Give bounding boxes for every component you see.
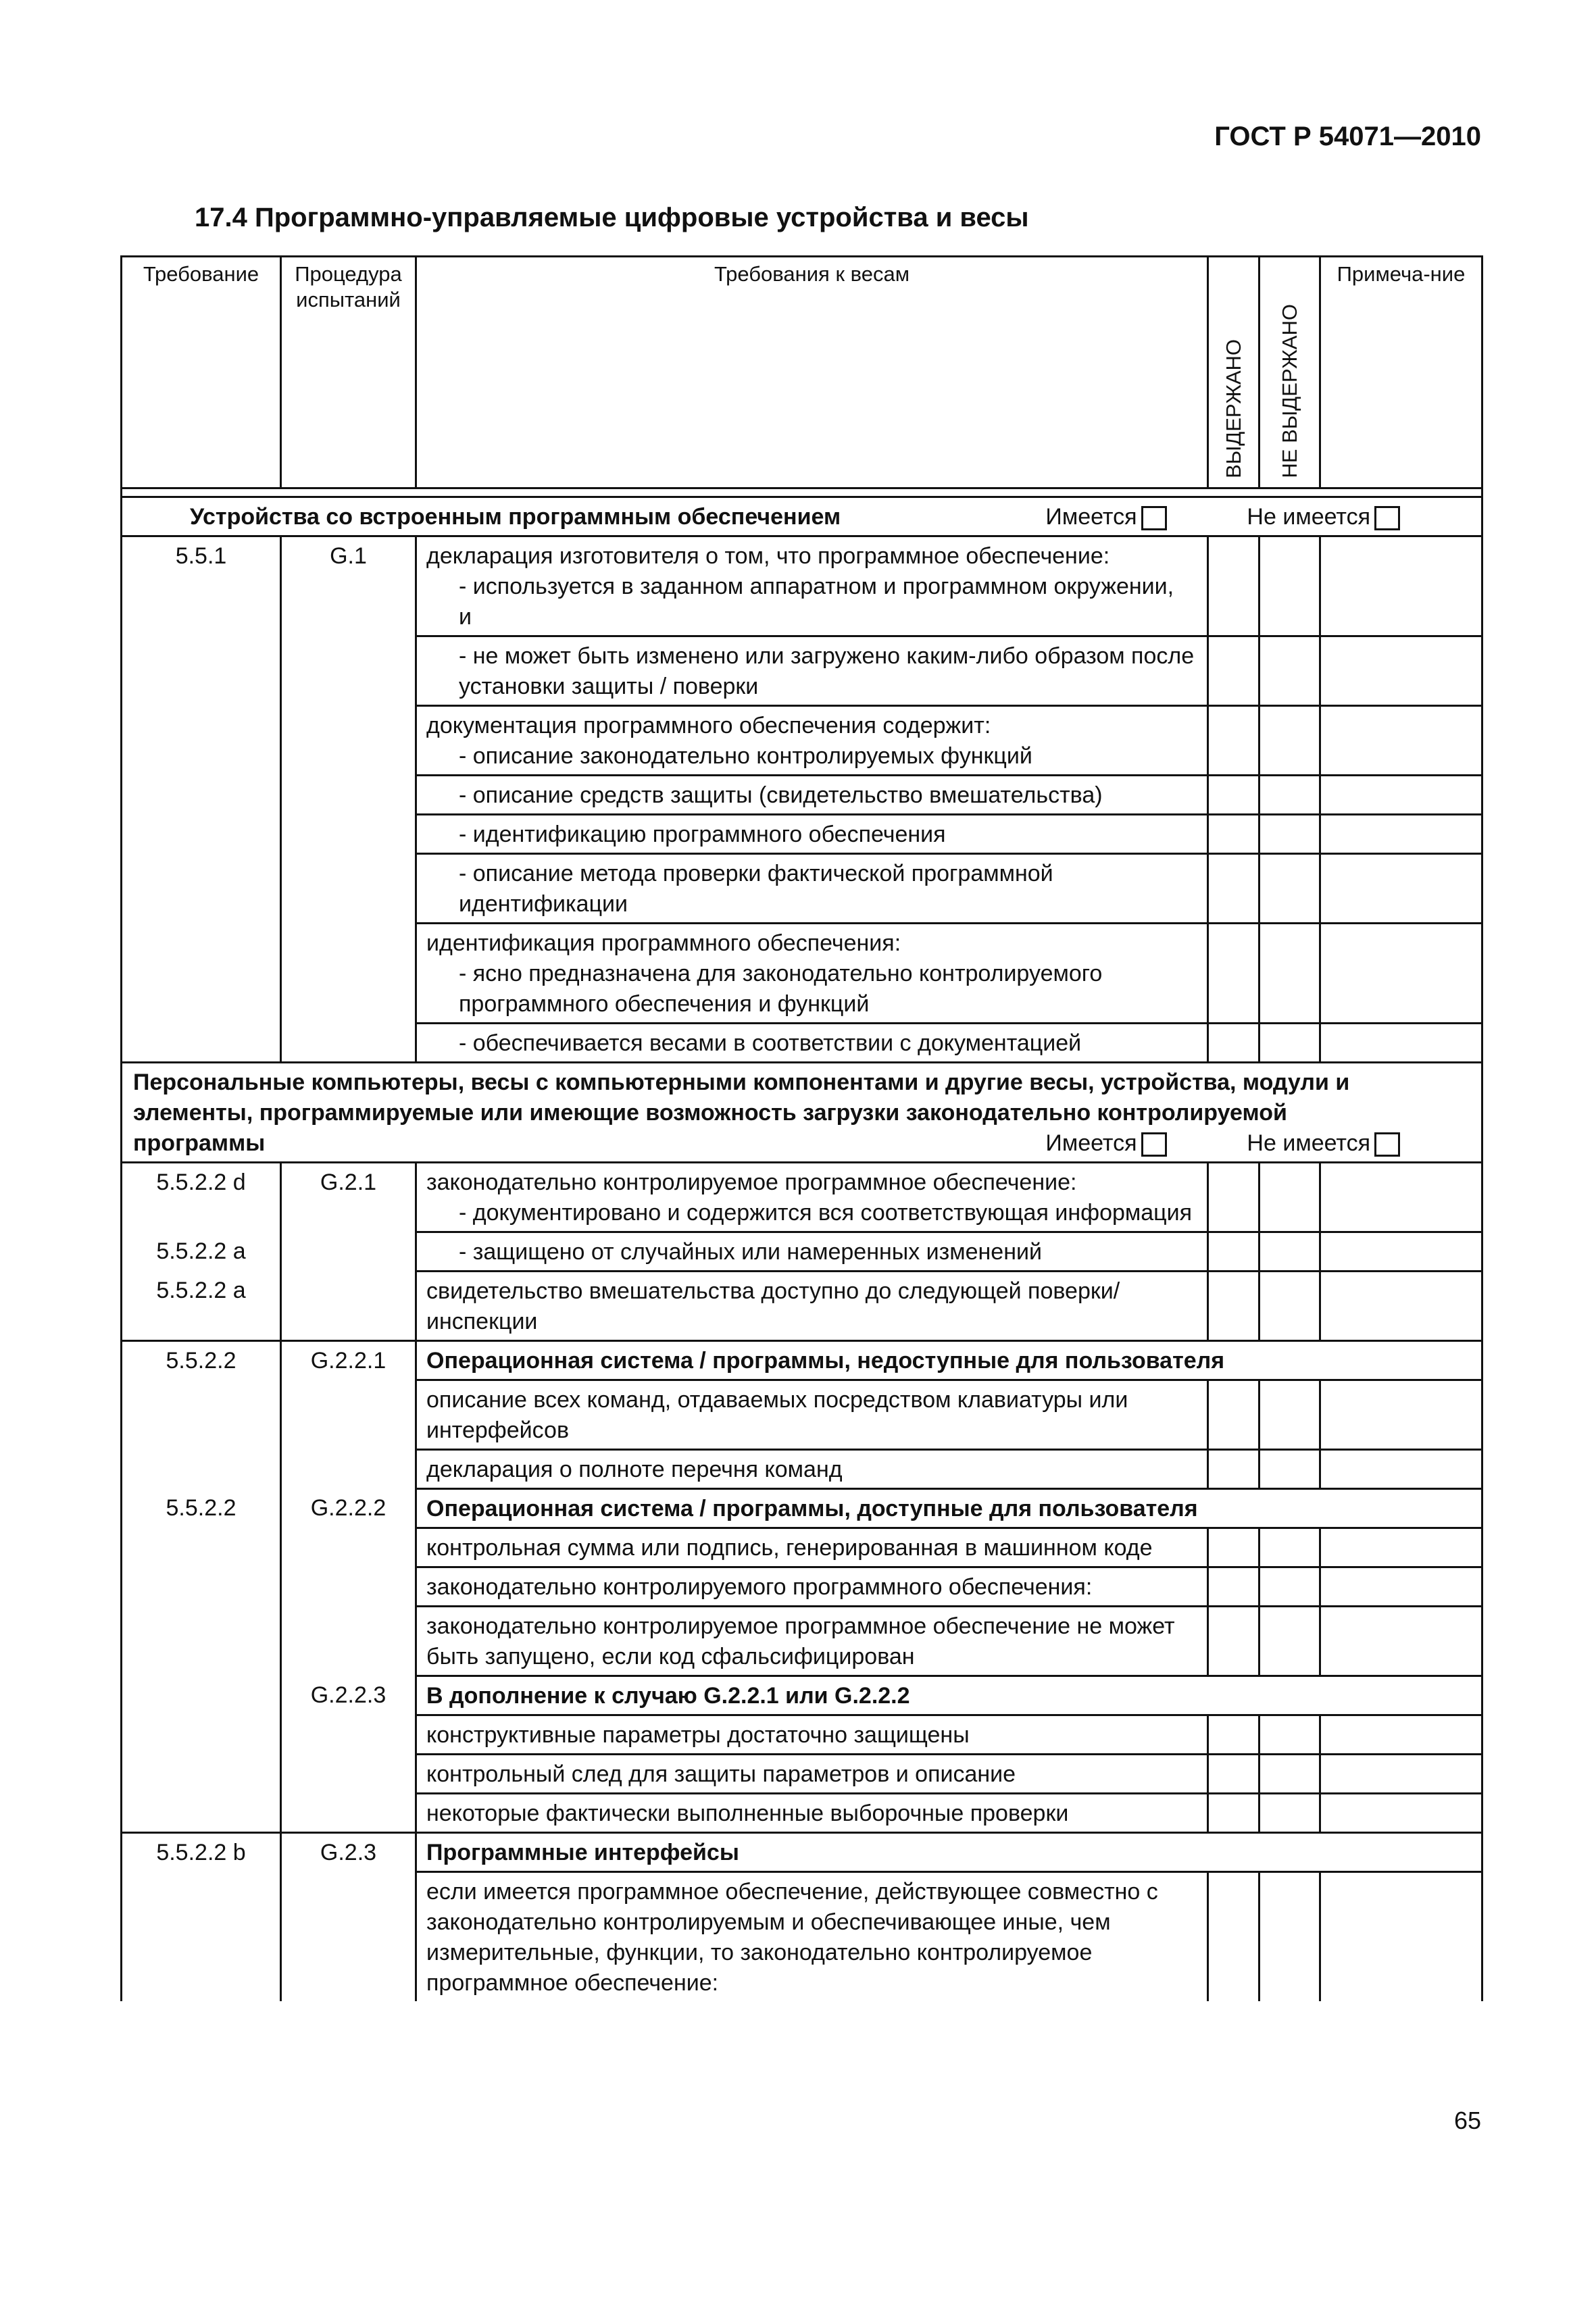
table-row	[122, 1607, 1482, 1676]
note-cell[interactable]	[1320, 854, 1482, 924]
failed-cell[interactable]	[1260, 1272, 1320, 1341]
g223-r1: конструктивные параметры достаточно защищены	[416, 1715, 1208, 1755]
note-cell[interactable]	[1320, 1024, 1482, 1063]
section1-r8-text: - обеспечивается весами в соответствии с документацией	[459, 1030, 1082, 1056]
section2-row1	[416, 1163, 1208, 1232]
passed-cell[interactable]	[1208, 1528, 1260, 1567]
g222-r1: контрольная сумма или подпись, генерированная в машинном коде	[416, 1528, 1208, 1567]
section1-req: 5.5.1	[122, 536, 281, 1063]
note-cell[interactable]	[1320, 1272, 1482, 1341]
document-header: ГОСТ Р 54071—2010	[1214, 122, 1481, 151]
section2-title-row	[122, 1063, 1482, 1163]
failed-cell[interactable]	[1260, 1024, 1320, 1063]
failed-cell[interactable]	[1260, 1163, 1320, 1232]
failed-cell[interactable]	[1260, 815, 1320, 854]
note-cell[interactable]	[1320, 815, 1482, 854]
section1-r3-line2: - описание законодательно контролируемых функций	[459, 743, 1032, 769]
note-cell[interactable]	[1320, 924, 1482, 1024]
empty-cell	[122, 1567, 281, 1607]
passed-cell[interactable]	[1208, 1715, 1260, 1755]
empty-cell	[122, 1872, 281, 2002]
note-cell[interactable]	[1320, 1607, 1482, 1676]
table-row	[122, 1163, 1482, 1232]
section1-r1-line3: и	[459, 604, 472, 630]
passed-cell[interactable]	[1208, 776, 1260, 815]
g222-title: Операционная система / программы, доступные для пользователя	[416, 1489, 1482, 1528]
failed-cell[interactable]	[1260, 1567, 1320, 1607]
passed-cell[interactable]	[1208, 706, 1260, 776]
section1-present-label: Имеется	[1045, 504, 1137, 530]
empty-cell	[122, 1450, 281, 1489]
table-row	[122, 1676, 1482, 1715]
section2-row2	[416, 1232, 1208, 1272]
empty-cell	[281, 1380, 416, 1450]
header-scale-requirements: Требования к весам	[416, 257, 1208, 488]
row1-req: 5.5.2.2 d	[122, 1163, 281, 1232]
empty-cell	[122, 1715, 281, 1755]
section1-r3-line1: документация программного обеспечения содержит:	[426, 713, 991, 738]
section1-proc: G.1	[281, 536, 416, 1063]
empty-cell	[122, 1755, 281, 1794]
empty-cell	[281, 1607, 416, 1676]
note-cell[interactable]	[1320, 1755, 1482, 1794]
table-row	[122, 1872, 1482, 2002]
passed-cell[interactable]	[1208, 1024, 1260, 1063]
section1-absent-checkbox[interactable]	[1374, 506, 1400, 530]
failed-cell[interactable]	[1260, 1794, 1320, 1833]
note-cell[interactable]	[1320, 1715, 1482, 1755]
section1-absent-label: Не имеется	[1247, 504, 1370, 530]
header-note: Примеча-ние	[1320, 257, 1482, 488]
passed-cell[interactable]	[1208, 1380, 1260, 1450]
passed-cell[interactable]	[1208, 1232, 1260, 1272]
empty-cell	[281, 1567, 416, 1607]
g222-r2: законодательно контролируемого программного обеспечения:	[416, 1567, 1208, 1607]
empty-cell	[281, 1872, 416, 2002]
note-cell[interactable]	[1320, 1232, 1482, 1272]
empty-cell	[281, 1715, 416, 1755]
table-row	[122, 1794, 1482, 1833]
empty-cell	[122, 1528, 281, 1567]
failed-cell[interactable]	[1260, 1607, 1320, 1676]
section2-title: Персональные компьютеры, весы с компьютерными компонентами и другие весы, устройства, модули и элементы, программируемые или имеющие возможность загрузки законодательно контролируемой программы	[133, 1070, 1350, 1156]
note-cell[interactable]	[1320, 1872, 1482, 2002]
failed-cell[interactable]	[1260, 1380, 1320, 1450]
passed-cell[interactable]	[1208, 1607, 1260, 1676]
g221-r2: декларация о полноте перечня команд	[416, 1450, 1208, 1489]
empty-cell	[122, 1607, 281, 1676]
header-passed: ВЫДЕРЖАНО	[1208, 257, 1260, 488]
table-row	[122, 536, 1482, 636]
section1-r6	[416, 854, 1208, 924]
section2-availability	[1045, 1128, 1400, 1159]
table-row	[122, 1450, 1482, 1489]
table-row	[122, 1380, 1482, 1450]
table-row	[122, 1567, 1482, 1607]
header-separator	[122, 488, 1482, 497]
failed-cell[interactable]	[1260, 536, 1320, 636]
g23-proc: G.2.3	[281, 1833, 416, 1872]
failed-cell[interactable]	[1260, 776, 1320, 815]
failed-cell[interactable]	[1260, 1232, 1320, 1272]
g223-r3: некоторые фактически выполненные выборочные проверки	[416, 1794, 1208, 1833]
empty-cell	[281, 1755, 416, 1794]
section2-absent-checkbox[interactable]	[1374, 1132, 1400, 1157]
failed-cell[interactable]	[1260, 854, 1320, 924]
section2-present-checkbox[interactable]	[1141, 1132, 1167, 1157]
section1-present-checkbox[interactable]	[1141, 506, 1167, 530]
passed-cell[interactable]	[1208, 1794, 1260, 1833]
table-header-row	[122, 257, 1482, 488]
g23-req: 5.5.2.2 b	[122, 1833, 281, 1872]
failed-cell[interactable]	[1260, 924, 1320, 1024]
note-cell[interactable]	[1320, 706, 1482, 776]
header-requirement: Требование	[122, 257, 281, 488]
note-cell[interactable]	[1320, 1163, 1482, 1232]
section1-title-row	[122, 497, 1482, 536]
g222-req: 5.5.2.2	[122, 1489, 281, 1528]
section1-availability	[1045, 502, 1400, 532]
header-failed: НЕ ВЫДЕРЖАНО	[1260, 257, 1320, 488]
note-cell[interactable]	[1320, 1450, 1482, 1489]
passed-cell[interactable]	[1208, 1163, 1260, 1232]
g222-proc: G.2.2.2	[281, 1489, 416, 1528]
row3-req: 5.5.2.2 a	[122, 1272, 281, 1341]
section1-r1-line1: декларация изготовителя о том, что программное обеспечение:	[426, 543, 1110, 569]
section1-r6-text: - описание метода проверки фактической программной идентификации	[459, 861, 1053, 917]
note-cell[interactable]	[1320, 1528, 1482, 1567]
g23-title: Программные интерфейсы	[416, 1833, 1482, 1872]
note-cell[interactable]	[1320, 536, 1482, 636]
section1-r1	[416, 536, 1208, 636]
section1-r5	[416, 815, 1208, 854]
failed-cell[interactable]	[1260, 636, 1320, 706]
page-number: 65	[1453, 2107, 1481, 2134]
section2-row1-line1: законодательно контролируемое программное обеспечение:	[426, 1169, 1077, 1195]
row2-req: 5.5.2.2 a	[122, 1232, 281, 1272]
table-row	[122, 1833, 1482, 1872]
passed-cell[interactable]	[1208, 854, 1260, 924]
note-cell[interactable]	[1320, 1567, 1482, 1607]
note-cell[interactable]	[1320, 1794, 1482, 1833]
table-row	[122, 1755, 1482, 1794]
g221-req: 5.5.2.2	[122, 1341, 281, 1380]
passed-cell[interactable]	[1208, 636, 1260, 706]
section1-r7-line2: - ясно предназначена для законодательно контролируемого программного обеспечения и функций	[459, 961, 1103, 1017]
empty-cell	[281, 1794, 416, 1833]
g221-r1: описание всех команд, отдаваемых посредством клавиатуры или интерфейсов	[416, 1380, 1208, 1450]
empty-cell	[281, 1528, 416, 1567]
empty-cell	[122, 1794, 281, 1833]
g23-r1: если имеется программное обеспечение, действующее совместно с законодательно контролируемым и обеспечивающее иные, чем измерительные, функции, то законодательно контролируемое программное обеспечение:	[416, 1872, 1208, 2002]
section1-title: Устройства со встроенным программным обеспечением	[190, 504, 841, 530]
section1-r7-line1: идентификация программного обеспечения:	[426, 930, 901, 956]
table-row	[122, 1528, 1482, 1567]
note-cell[interactable]	[1320, 1380, 1482, 1450]
g221-title: Операционная система / программы, недоступные для пользователя	[416, 1341, 1482, 1380]
table-row	[122, 1341, 1482, 1380]
section2-row1-line2: - документировано и содержится вся соответствующая информация	[459, 1200, 1193, 1226]
table-row	[122, 1489, 1482, 1528]
table-row	[122, 1715, 1482, 1755]
section1-r4-text: - описание средств защиты (свидетельство вмешательства)	[459, 782, 1103, 808]
passed-cell[interactable]	[1208, 1872, 1260, 2002]
section1-r5-text: - идентификацию программного обеспечения	[459, 822, 946, 847]
g223-r2: контрольный след для защиты параметров и описание	[416, 1755, 1208, 1794]
empty-cell	[122, 1676, 281, 1715]
passed-cell[interactable]	[1208, 536, 1260, 636]
section1-r3	[416, 706, 1208, 776]
section2-row2-text: - защищено от случайных или намеренных изменений	[459, 1239, 1042, 1265]
empty-cell	[281, 1450, 416, 1489]
g222-r3: законодательно контролируемое программное обеспечение не может быть запущено, если код сфальсифицирован	[416, 1607, 1208, 1676]
failed-cell[interactable]	[1260, 706, 1320, 776]
section1-r7	[416, 924, 1208, 1024]
failed-cell[interactable]	[1260, 1872, 1320, 2002]
g223-proc: G.2.2.3	[281, 1676, 416, 1715]
passed-cell[interactable]	[1208, 1755, 1260, 1794]
g221-proc: G.2.2.1	[281, 1341, 416, 1380]
failed-cell[interactable]	[1260, 1450, 1320, 1489]
section1-r2-text: - не может быть изменено или загружено каким-либо образом после установки защиты / поверки	[459, 643, 1195, 699]
note-cell[interactable]	[1320, 636, 1482, 706]
passed-cell[interactable]	[1208, 1450, 1260, 1489]
section1-r4	[416, 776, 1208, 815]
failed-cell[interactable]	[1260, 1528, 1320, 1567]
requirements-table	[120, 255, 1483, 2001]
passed-cell[interactable]	[1208, 1567, 1260, 1607]
passed-cell[interactable]	[1208, 1272, 1260, 1341]
note-cell[interactable]	[1320, 776, 1482, 815]
section1-r1-line2: - используется в заданном аппаратном и программном окружении,	[459, 574, 1174, 599]
failed-cell[interactable]	[1260, 1715, 1320, 1755]
passed-cell[interactable]	[1208, 924, 1260, 1024]
row1-proc: G.2.1	[281, 1163, 416, 1341]
failed-cell[interactable]	[1260, 1755, 1320, 1794]
header-procedure: Процедура испытаний	[281, 257, 416, 488]
section2-absent-label: Не имеется	[1247, 1130, 1370, 1156]
section1-r8	[416, 1024, 1208, 1063]
section2-present-label: Имеется	[1045, 1130, 1137, 1156]
g223-title: В дополнение к случаю G.2.2.1 или G.2.2.2	[416, 1676, 1482, 1715]
empty-cell	[122, 1380, 281, 1450]
section1-r2	[416, 636, 1208, 706]
section-title: 17.4 Программно-управляемые цифровые устройства и весы	[195, 203, 1029, 232]
section2-row3: свидетельство вмешательства доступно до следующей поверки/инспекции	[416, 1272, 1208, 1341]
passed-cell[interactable]	[1208, 815, 1260, 854]
